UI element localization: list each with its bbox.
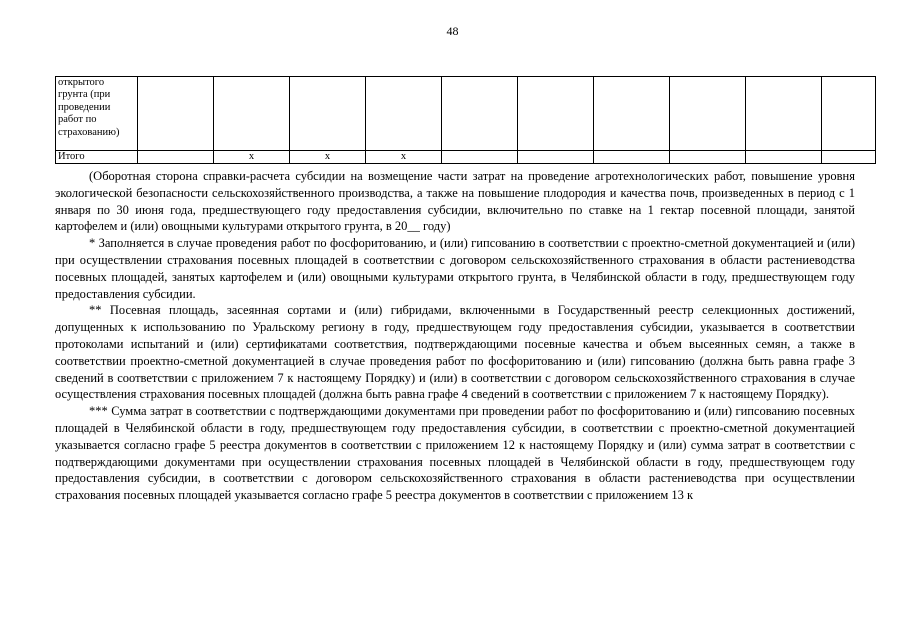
table-cell — [670, 151, 746, 164]
table-cell — [518, 151, 594, 164]
table-cell — [594, 151, 670, 164]
table-cell — [670, 77, 746, 151]
total-label: Итого — [56, 151, 138, 164]
table-cell — [822, 77, 876, 151]
table-cell — [442, 151, 518, 164]
table-cell — [290, 77, 366, 151]
table-cell — [822, 151, 876, 164]
data-table — [55, 76, 876, 164]
table-cell — [366, 77, 442, 151]
footnote-2: ** Посевная площадь, засеянная сортами и (или) гибридами, включенными в Государственный реестр селекционных достижений, допущенных к использованию по Уральскому региону в году, предшествующем году предоставления субсидии, указывается в соответствии протоколами испытаний и (или) сертификатами соответствия, подтверждающими посевные качества и объем высеянных семян, а также в соответствии проектно-сметной документацией в случае проведения работ по фосфоритованию и (или) гипсованию (должна быть равна графе 3 сведений в соответствии с приложением 7 к настоящему Порядку) и (или) в соответствии с договором сельскохозяйственного страхования в случае осуществления страхования посевных площадей (должна быть равна графе 4 сведений в соответствии с приложением 7 к настоящему Порядку). — [55, 303, 855, 402]
table-row — [56, 77, 876, 151]
table-cell — [746, 151, 822, 164]
table-cell: х — [214, 151, 290, 164]
table-cell-label: открытого грунта (при проведении работ по страхованию) — [56, 77, 138, 151]
table-cell — [138, 77, 214, 151]
table-cell: х — [290, 151, 366, 164]
table-cell — [214, 77, 290, 151]
table-cell — [594, 77, 670, 151]
table-cell — [442, 77, 518, 151]
table-cell — [746, 77, 822, 151]
table-cell — [518, 77, 594, 151]
body-text — [55, 168, 855, 504]
page-number: 48 — [446, 24, 459, 38]
footnote-3: *** Сумма затрат в соответствии с подтверждающими документами при проведении работ по фосфоритованию и (или) гипсованию посевных площадей в Челябинской области в году, предшествующем году предоставления субсидии, в соответствии с проектно-сметной документацией указывается согласно графе 5 реестра документов в соответствии с приложением 12 к настоящему Порядку и (или) сумма затрат в соответствии с подтверждающими документами при осуществлении страхования посевных площадей в Челябинской области в году, предшествующем году предоставления субсидии, в соответствии с договором сельскохозяйственного страхования в области растениеводства при осуществлении страхования посевных площадей указывается согласно графе 5 реестра документов в соответствии с приложением 13 к — [55, 404, 855, 503]
footnote-1: * Заполняется в случае проведения работ по фосфоритованию, и (или) гипсованию в соответствии с проектно-сметной документацией и (или) при осуществлении страхования посевных площадей в соответствии с договором сельскохозяйственного страхования в области растениеводства посевных площадей, занятых картофелем и (или) овощными культурами открытого грунта, в Челябинской области в году, предшествующем году предоставления субсидии. — [55, 236, 855, 301]
table-row-total — [56, 151, 876, 164]
paragraph-back-side-title: (Оборотная сторона справки-расчета субсидии на возмещение части затрат на проведение агротехнологических работ, повышение уровня экологической безопасности сельскохозяйственного производства, а также на повышение плодородия и качества почв, произведенных в период с 1 января по 30 июня года, предшествующего году предоставления субсидии, включительно по ставке на 1 гектар посевной площади, занятой картофелем и (или) овощными культурами открытого грунта, в 20__ году) — [55, 169, 855, 234]
table-cell: х — [366, 151, 442, 164]
table-cell — [138, 151, 214, 164]
